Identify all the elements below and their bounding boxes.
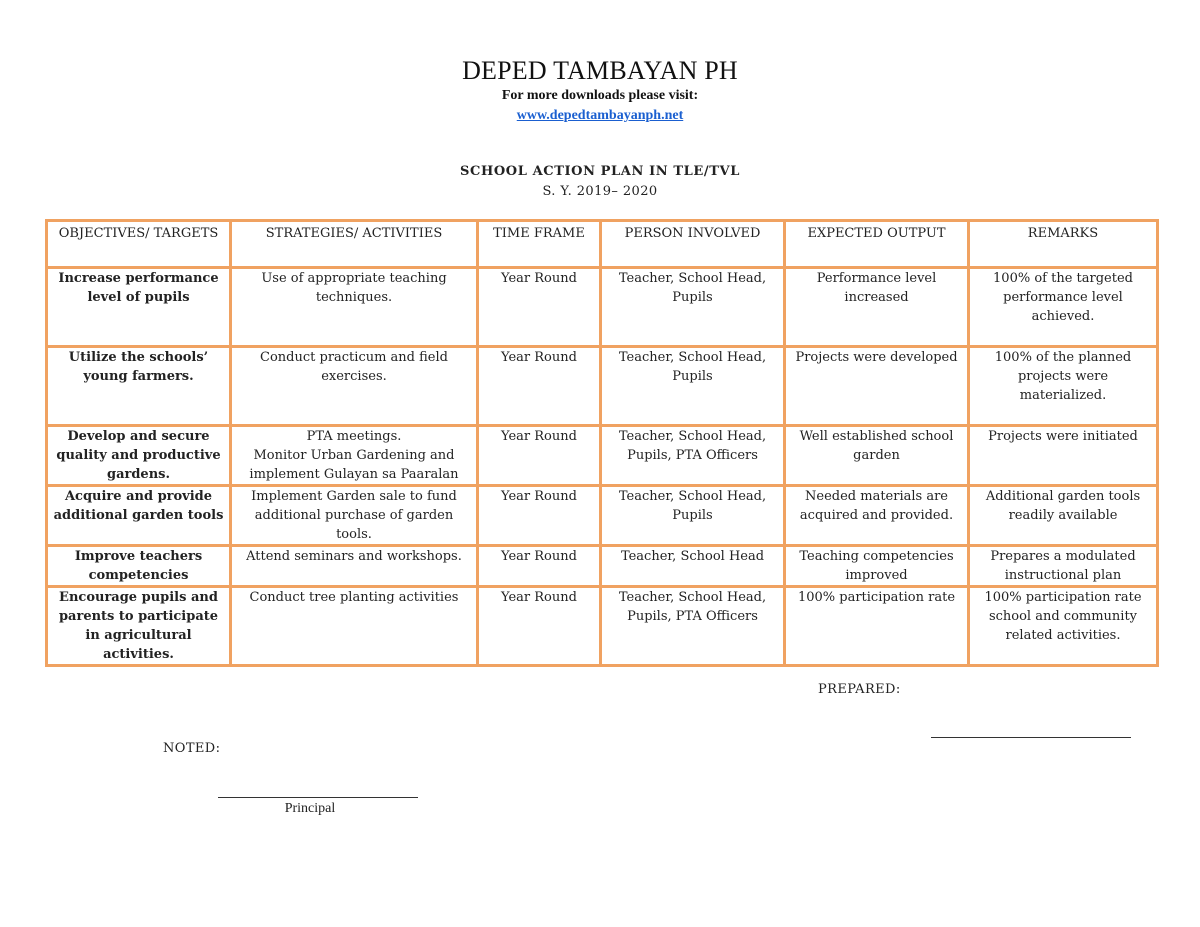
time-frame-cell: Year Round (478, 268, 601, 347)
output-cell: Projects were developed (785, 347, 969, 426)
document-title: SCHOOL ACTION PLAN IN TLE/TVL (460, 164, 740, 179)
remarks-cell: Prepares a modulated instructional plan (969, 546, 1158, 587)
persons-cell: Teacher, School Head (601, 546, 785, 587)
prepared-label: PREPARED: (818, 682, 901, 697)
site-link-wrapper (0, 108, 1200, 124)
column-header-person-involved: PERSON INVOLVED (601, 221, 785, 268)
time-frame-cell: Year Round (478, 587, 601, 666)
noted-signature-line (218, 797, 418, 798)
remarks-cell: Projects were initiated (969, 426, 1158, 486)
output-cell: Performance level increased (785, 268, 969, 347)
table-row (47, 546, 1158, 587)
output-cell: Needed materials are acquired and provided. (785, 486, 969, 546)
persons-cell: Teacher, School Head, Pupils, PTA Officers (601, 587, 785, 666)
column-header-strategies: STRATEGIES/ ACTIVITIES (231, 221, 478, 268)
principal-label: Principal (284, 801, 336, 816)
action-plan-table (45, 219, 1159, 667)
time-frame-cell: Year Round (478, 546, 601, 587)
table-row (47, 486, 1158, 546)
persons-cell: Teacher, School Head, Pupils, PTA Officers (601, 426, 785, 486)
output-cell: Teaching competencies improved (785, 546, 969, 587)
remarks-cell: 100% of the targeted performance level achieved. (969, 268, 1158, 347)
persons-cell: Teacher, School Head, Pupils (601, 347, 785, 426)
column-header-time-frame: TIME FRAME (478, 221, 601, 268)
school-year: S. Y. 2019– 2020 (542, 184, 658, 199)
prepared-signature-line (931, 737, 1131, 738)
remarks-cell: 100% participation rate school and community related activities. (969, 587, 1158, 666)
objective-cell: Encourage pupils and parents to participate in agricultural activities. (47, 587, 231, 666)
column-header-expected-output: EXPECTED OUTPUT (785, 221, 969, 268)
remarks-cell: Additional garden tools readily available (969, 486, 1158, 546)
table-row (47, 347, 1158, 426)
table-header-row (47, 221, 1158, 268)
table-row (47, 426, 1158, 486)
strategy-cell: Conduct practicum and field exercises. (231, 347, 478, 426)
noted-label: NOTED: (163, 741, 221, 756)
site-title: DEPED TAMBAYAN PH (462, 56, 738, 85)
objective-cell: Acquire and provide additional garden tools (47, 486, 231, 546)
strategy-cell (231, 426, 478, 486)
strategy-cell: Conduct tree planting activities (231, 587, 478, 666)
strategy-line: PTA meetings. (306, 429, 402, 444)
site-link[interactable]: www.depedtambayanph.net (516, 108, 684, 123)
objective-cell: Develop and secure quality and productive gardens. (47, 426, 231, 486)
strategy-cell: Implement Garden sale to fund additional purchase of garden tools. (231, 486, 478, 546)
persons-cell: Teacher, School Head, Pupils (601, 268, 785, 347)
output-cell: 100% participation rate (785, 587, 969, 666)
table-row (47, 587, 1158, 666)
output-cell: Well established school garden (785, 426, 969, 486)
time-frame-cell: Year Round (478, 486, 601, 546)
objective-cell: Utilize the schools’ young farmers. (47, 347, 231, 426)
strategy-line: Monitor Urban Gardening and implement Gulayan sa Paaralan (249, 448, 459, 482)
table-row (47, 268, 1158, 347)
objective-cell: Increase performance level of pupils (47, 268, 231, 347)
time-frame-cell: Year Round (478, 347, 601, 426)
persons-cell: Teacher, School Head, Pupils (601, 486, 785, 546)
objective-cell: Improve teachers competencies (47, 546, 231, 587)
strategy-cell: Use of appropriate teaching techniques. (231, 268, 478, 347)
downloads-notice: For more downloads please visit: (501, 88, 699, 103)
column-header-objectives: OBJECTIVES/ TARGETS (47, 221, 231, 268)
time-frame-cell: Year Round (478, 426, 601, 486)
strategy-cell: Attend seminars and workshops. (231, 546, 478, 587)
remarks-cell: 100% of the planned projects were materialized. (969, 347, 1158, 426)
column-header-remarks: REMARKS (969, 221, 1158, 268)
